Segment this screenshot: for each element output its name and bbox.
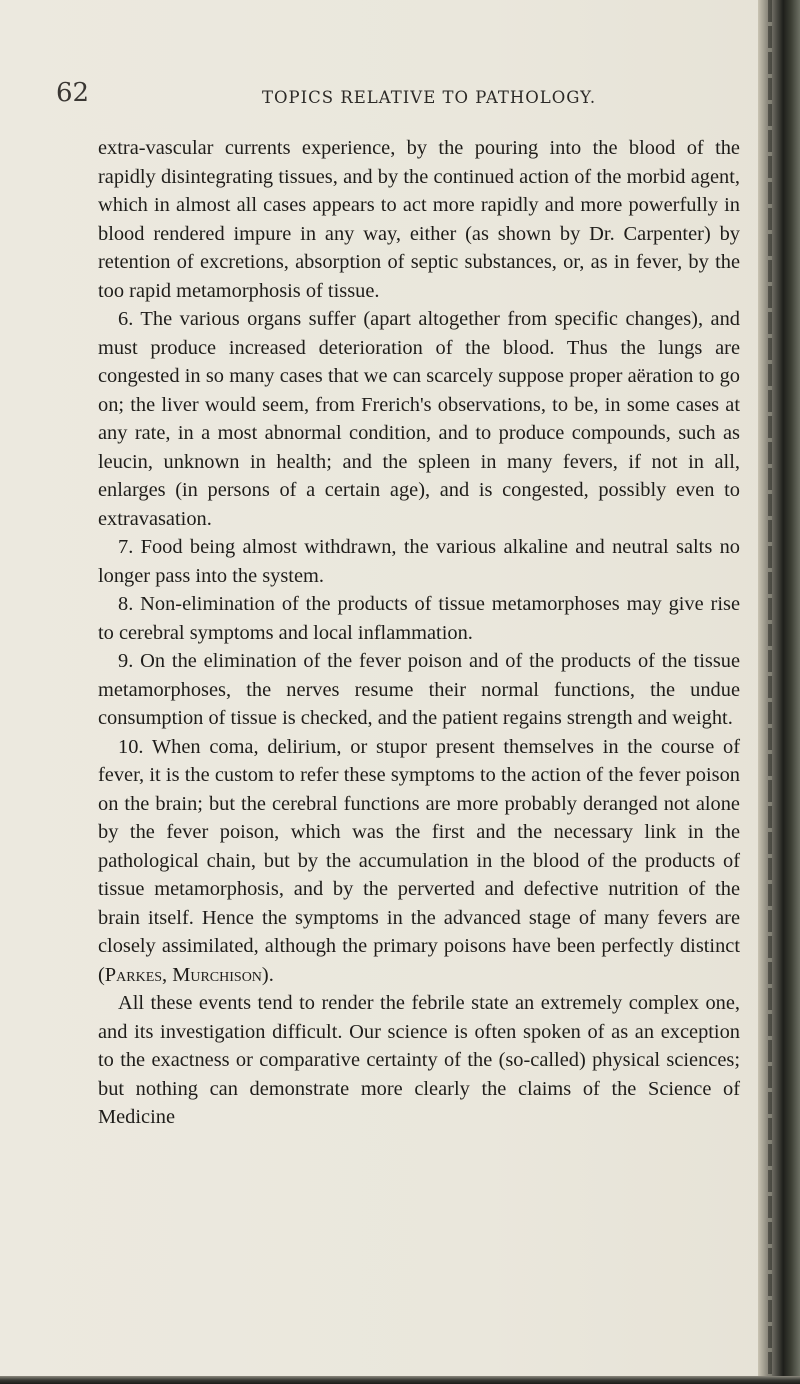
page-bottom-edge	[0, 1376, 800, 1384]
running-title: TOPICS RELATIVE TO PATHOLOGY.	[262, 88, 597, 107]
body-text	[98, 134, 740, 1132]
paragraph-6: 6. The various organs suffer (apart altogether from specific changes), and must produce increased deterioration of the blood. Thus the lungs are congested in so many cases that we can scarcely suppose proper aëration to go on; the liver would seem, from Frerich's observations, to be, in some cases at any rate, in a most abnormal condition, and to produce compounds, such as leucin, unknown in health; and the spleen in many fevers, if not in all, enlarges (in persons of a certain age), and is congested, possibly even to extravasation.	[98, 308, 740, 530]
paragraph-10-text: 10. When coma, delirium, or stupor present themselves in the course of fever, it is the custom to refer these symptoms to the action of the fever poison on the brain; but the cerebral functions are more probably deranged not alone by the fever poison, which was the first and the necessary link in the pathological chain, but by the accumulation in the blood of the products of tissue metamorphosis, and by the perverted and defective nutrition of the brain itself. Hence the symptoms in the advanced stage of many fevers are closely assimilated, although the primary poisons have been perfectly distinct	[98, 735, 740, 957]
paragraph-7: 7. Food being almost withdrawn, the various alkaline and neutral salts no longer pass into the system.	[98, 536, 740, 587]
paragraph-8: 8. Non-elimination of the products of tissue metamorphoses may give rise to cerebral symptoms and local inflammation.	[98, 593, 740, 644]
paragraph-9: 9. On the elimination of the fever poison and of the products of the tissue metamorphoses, the nerves resume their normal functions, the undue consumption of tissue is checked, and the patient regains strength and weight.	[98, 650, 740, 729]
citation-authors: (Parkes, Murchison).	[98, 963, 274, 986]
paragraph-continued: extra-vascular currents experience, by the pouring into the blood of the rapidly disintegrating tissues, and by the continued action of the morbid agent, which in almost all cases appears to act more rapidly and more powerfully in blood rendered impure in any way, either (as shown by Dr. Carpenter) by retention of excretions, absorption of septic substances, or, as in fever, by the too rapid metamorphosis of tissue.	[98, 137, 740, 302]
page-number: 62	[56, 78, 90, 108]
book-binding-edge	[758, 0, 800, 1384]
paragraph-closing: All these events tend to render the febrile state an extremely complex one, and its investigation difficult. Our science is often spoken of as an exception to the exactness or comparative certainty of the (so-called) physical sciences; but nothing can demonstrate more clearly the claims of the Science of Medicine	[98, 992, 740, 1128]
paragraph-10	[98, 733, 740, 990]
